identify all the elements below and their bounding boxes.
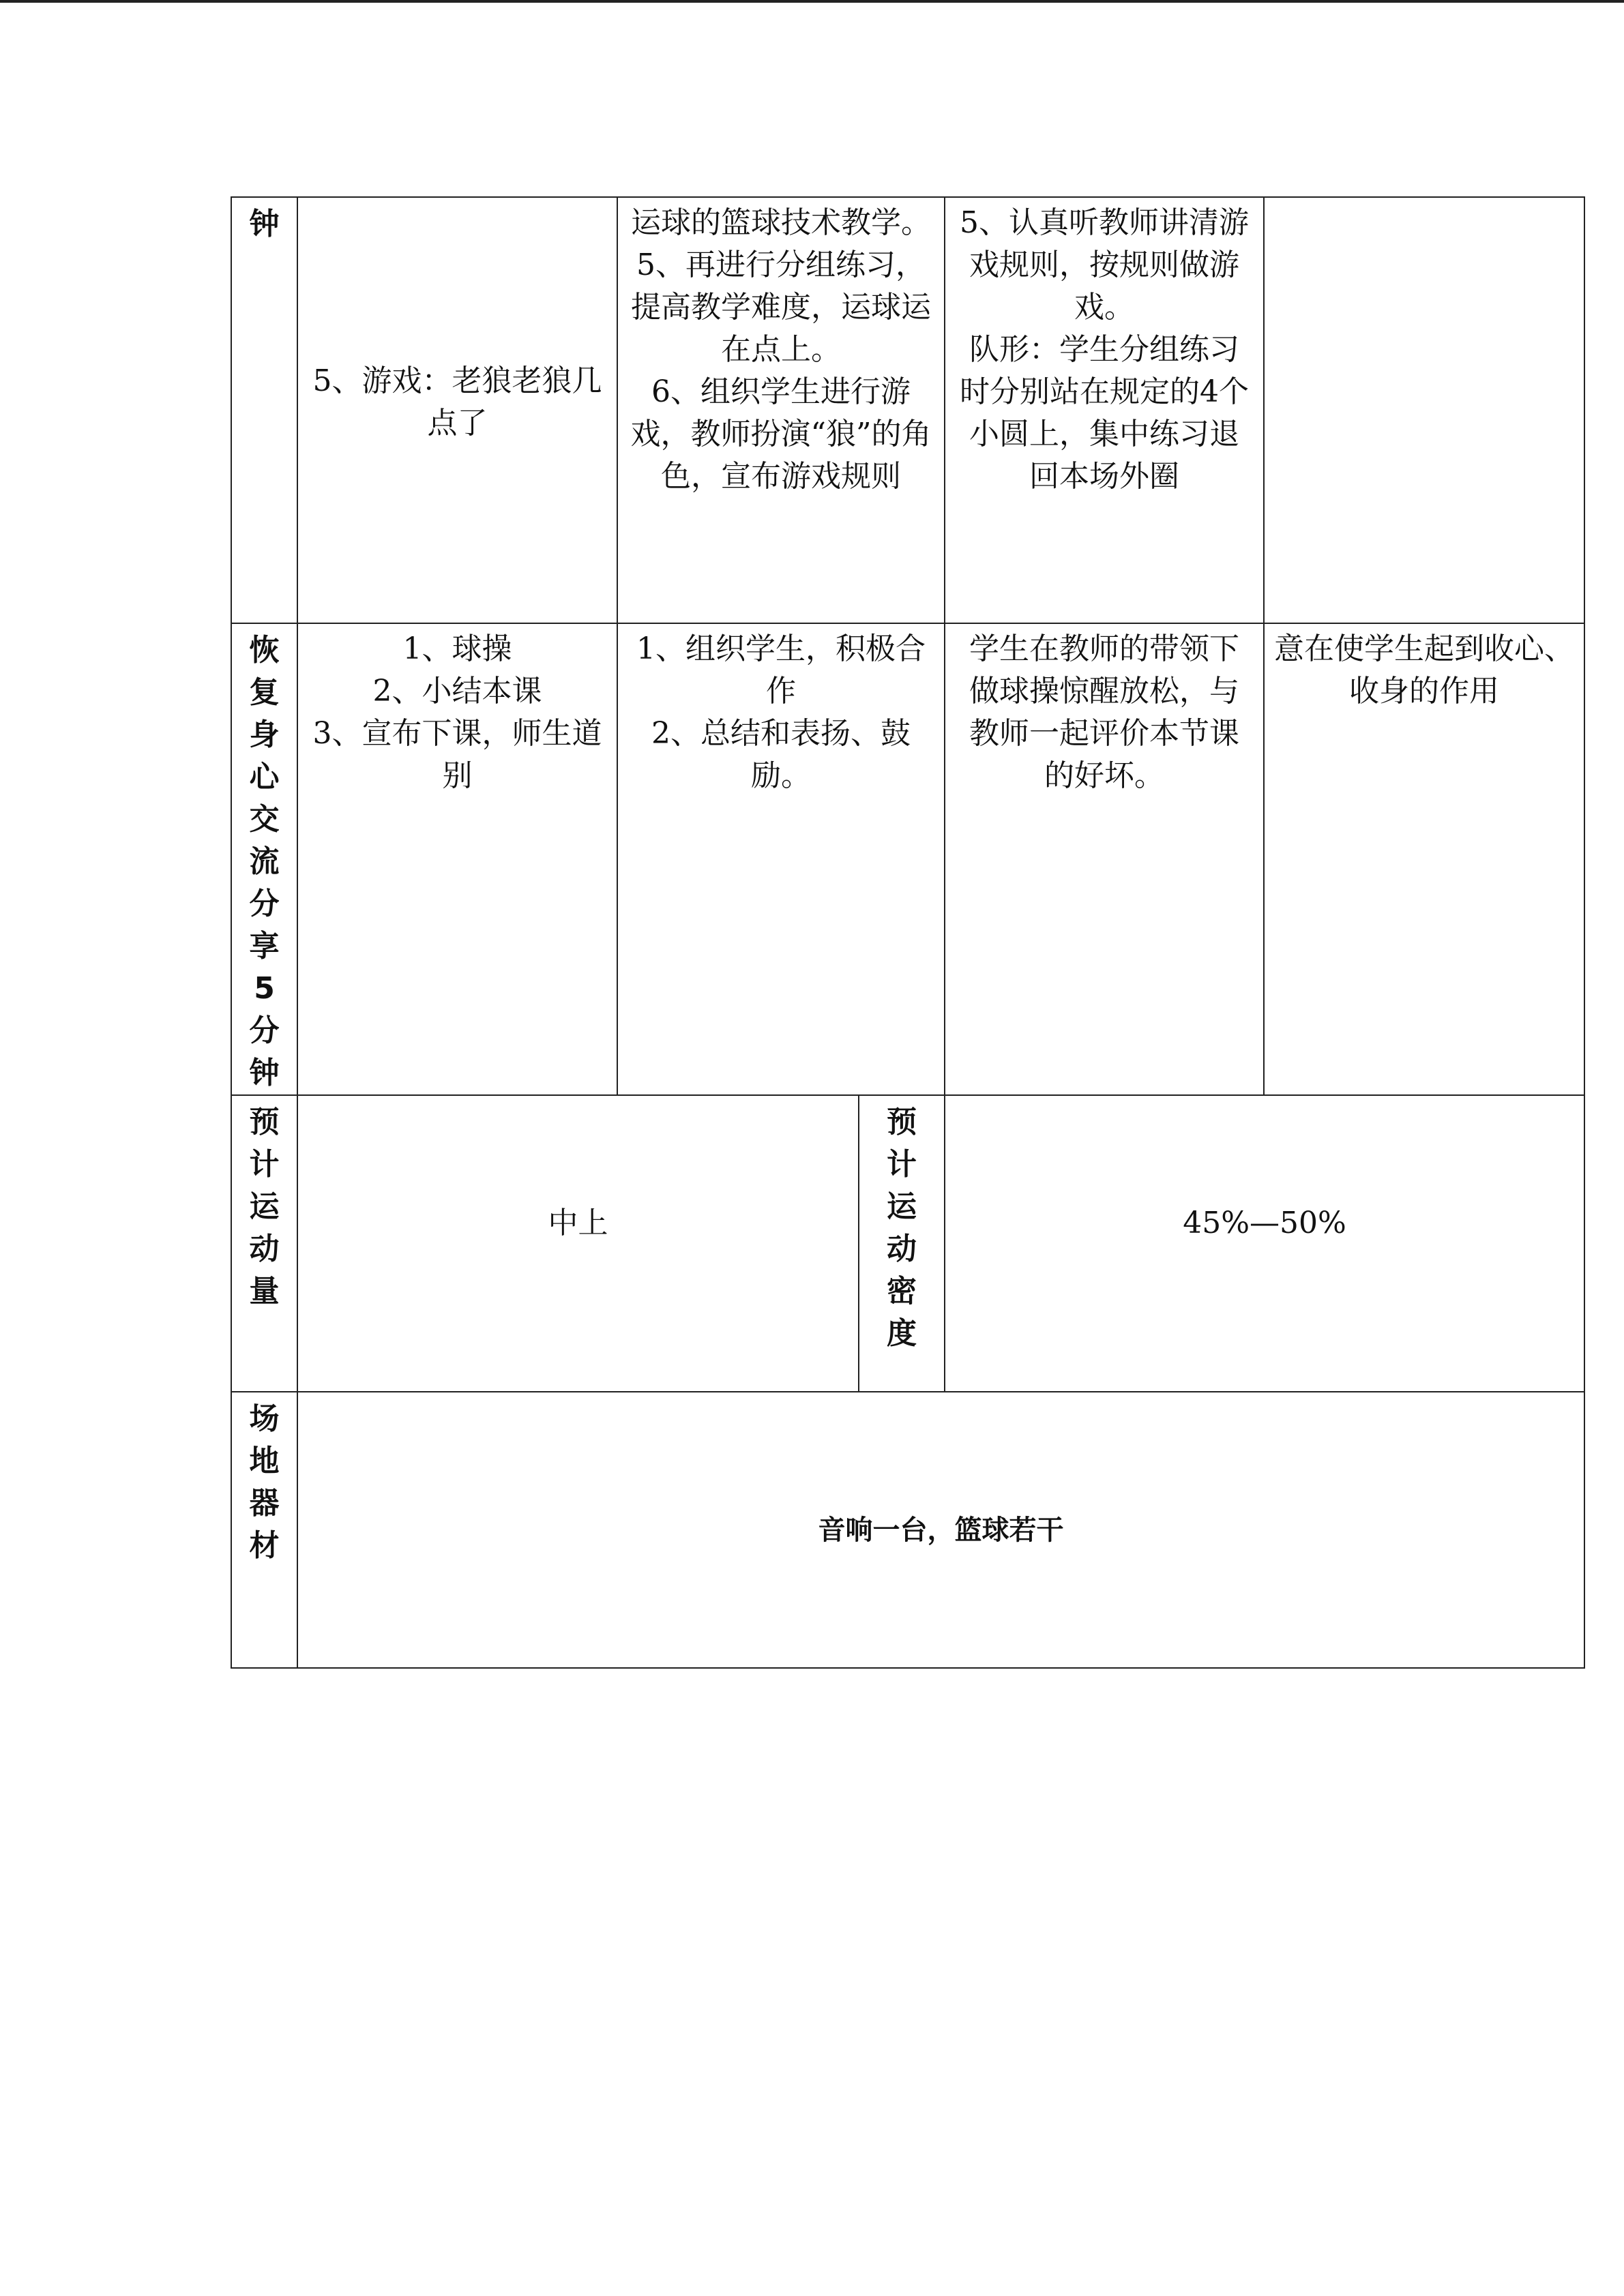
load-value-cell: 中上 — [297, 1095, 859, 1392]
intent-cell: 意在使学生起到收心、收身的作用 — [1264, 623, 1584, 1095]
content-text: 5、游戏：老狼老狼几点了 — [312, 363, 602, 441]
teacher-activity-cell: 1、组织学生，积极合作 2、总结和表扬、鼓励。 — [617, 623, 945, 1095]
section-label-cell: 钟 — [231, 197, 297, 623]
content-cell: 1、球操 2、小结本课 3、宣布下课，师生道别 — [297, 623, 617, 1095]
table-row — [231, 1392, 1584, 1668]
density-label-cell: 预 计 运 动 密 度 — [859, 1095, 945, 1392]
equipment-label-cell: 场 地 器 材 — [231, 1392, 297, 1668]
equipment-value-cell: 音响一台，篮球若干 — [297, 1392, 1584, 1668]
section-label-cell: 恢 复 身 心 交 流 分 享 5 分 钟 — [231, 623, 297, 1095]
load-label-cell: 预 计 运 动 量 — [231, 1095, 297, 1392]
content-cell — [297, 197, 617, 623]
teacher-activity-cell: 运球的篮球技术教学。 5、再进行分组练习，提高教学难度，运球运在点上。 6、组织学生进行游戏，教师扮演“狼”的角色，宣布游戏规则 — [617, 197, 945, 623]
table-row — [231, 197, 1584, 623]
page-top-border — [0, 0, 1624, 3]
density-value-cell: 45%—50% — [945, 1095, 1584, 1392]
table-row — [231, 1095, 1584, 1392]
student-activity-cell: 学生在教师的带领下做球操惊醒放松，与教师一起评价本节课的好坏。 — [945, 623, 1264, 1095]
student-activity-cell: 5、认真听教师讲清游戏规则，按规则做游戏。 队形：学生分组练习时分别站在规定的4个小圆上，集中练习退回本场外圈 — [945, 197, 1264, 623]
table-row — [231, 623, 1584, 1095]
intent-cell — [1264, 197, 1584, 623]
lesson-plan-table — [231, 196, 1585, 1669]
